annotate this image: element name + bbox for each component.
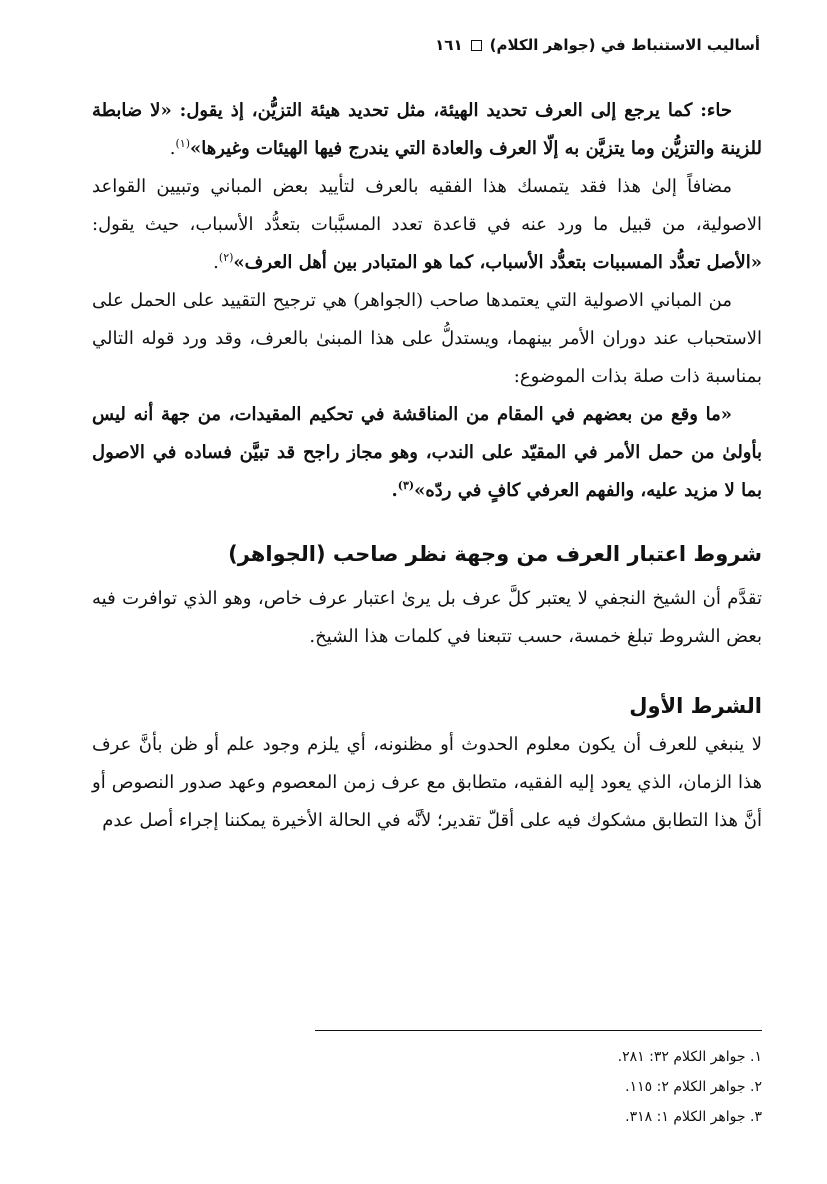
paragraph-1: حاء: كما يرجع إلى العرف تحديد الهيئة، مثل تحديد هيئة التزيُّن، إذ يقول: «لا ضابطة للزينة والتزيُّن وما يتزيَّن به إلّا العرف والعادة التي يندرج فيها الهيئات وغيرها»$^{(١)}$. — [92, 100, 762, 159]
separator-square-icon — [471, 40, 482, 51]
footnote-2: ٢. جواهر الكلام ٢: ١١٥. — [625, 1079, 762, 1095]
footnote-ref-2: (٢) — [218, 251, 234, 264]
footnote-ref-1: (١) — [175, 137, 190, 150]
paragraph-2: مضافاً إلىٰ هذا فقد يتمسك هذا الفقيه بالعرف لتأييد بعض المباني وتبيين القواعد الاصولية، من قبيل ما ورد عنه في قاعدة تعدد المسبَّبات بتعدُّد الأسباب، حيث يقول: «الأصل تعدُّد المسببات بتعدُّد الأسباب، كما هو المتبادر بين أهل العرف»$^{(٢)}$. — [92, 176, 762, 273]
paragraph-6: لا ينبغي للعرف أن يكون معلوم الحدوث أو مظنونه، أي يلزم وجود علم أو ظن بأنَّ عرف هذا الزمان، الذي يعود إليه الفقيه، متطابق مع عرف زمن المعصوم وعهد صدور النصوص أو أنَّ هذا التطابق مشكوك فيه على أقلّ تقدير؛ لأنَّه في الحالة الأخيرة يمكننا إجراء أصل عدم — [92, 734, 762, 831]
section-heading-conditions: شروط اعتبار العرف من وجهة نظر صاحب (الجواهر) — [228, 542, 762, 566]
quote-multiple-causes: «الأصل تعدُّد المسببات بتعدُّد الأسباب، كما هو المتبادر بين أهل العرف» — [233, 252, 762, 273]
header-title: أساليب الاستنباط في (جواهر الكلام) — [489, 36, 760, 54]
quote-restriction-text: «ما وقع من بعضهم في المقام من المناقشة في تحكيم المقيدات، من جهة أنه ليس بأولىٰ من حمل الأمر في المقيّد على الندب، وهو مجاز راجح قد تبيَّن فساده في الاصول بما لا مزيد عليه، والفهم العرفي كافٍ في ردّه» — [92, 404, 762, 501]
footnote-3: ٣. جواهر الكلام ١: ٣١٨. — [625, 1109, 762, 1125]
footnote-divider — [315, 1030, 762, 1031]
section-heading-first-condition: الشرط الأول — [629, 694, 762, 718]
footnote-ref-3: (٣) — [397, 479, 415, 492]
footnotes — [320, 1042, 762, 1132]
paragraph-4-quote: «ما وقع من بعضهم في المقام من المناقشة في تحكيم المقيدات، من جهة أنه ليس بأولىٰ من حمل الأمر في المقيّد على الندب، وهو مجاز راجح قد تبيَّن فساده في الاصول بما لا مزيد عليه، والفهم العرفي كافٍ في ردّه»$^{(٣)}$. — [92, 404, 762, 501]
footnote-1: ١. جواهر الكلام ٣٢: ٢٨١. — [617, 1049, 762, 1065]
paragraph-5: تقدَّم أن الشيخ النجفي لا يعتبر كلَّ عرف بل يرىٰ اعتبار عرف خاص، وهو الذي توافرت فيه بعض الشروط تبلغ خمسة، حسب تتبعنا في كلمات هذا الشيخ. — [92, 588, 762, 647]
paragraph-3: من المباني الاصولية التي يعتمدها صاحب (الجواهر) هي ترجيح التقييد على الحمل على الاستحباب عند دوران الأمر بينهما، ويستدلُّ على هذا المبنىٰ بالعرف، وقد ورد قوله التالي بمناسبة ذات صلة بذات الموضوع: — [92, 290, 762, 387]
paragraph-1-text: حاء: كما يرجع إلى العرف تحديد الهيئة، مثل تحديد هيئة التزيُّن، إذ يقول: «لا ضابطة للزينة والتزيُّن وما يتزيَّن به إلّا العرف والعادة التي يندرج فيها الهيئات وغيرها» — [92, 100, 762, 159]
paragraph-2-text: مضافاً إلىٰ هذا فقد يتمسك هذا الفقيه بالعرف لتأييد بعض المباني وتبيين القواعد الاصولية، من قبيل ما ورد عنه في قاعدة تعدد المسبَّبات بتعدُّد الأسباب، حيث يقول: — [92, 176, 762, 235]
page-body — [92, 92, 762, 1002]
page-number: ١٦١ — [435, 36, 463, 54]
running-header — [80, 32, 760, 58]
